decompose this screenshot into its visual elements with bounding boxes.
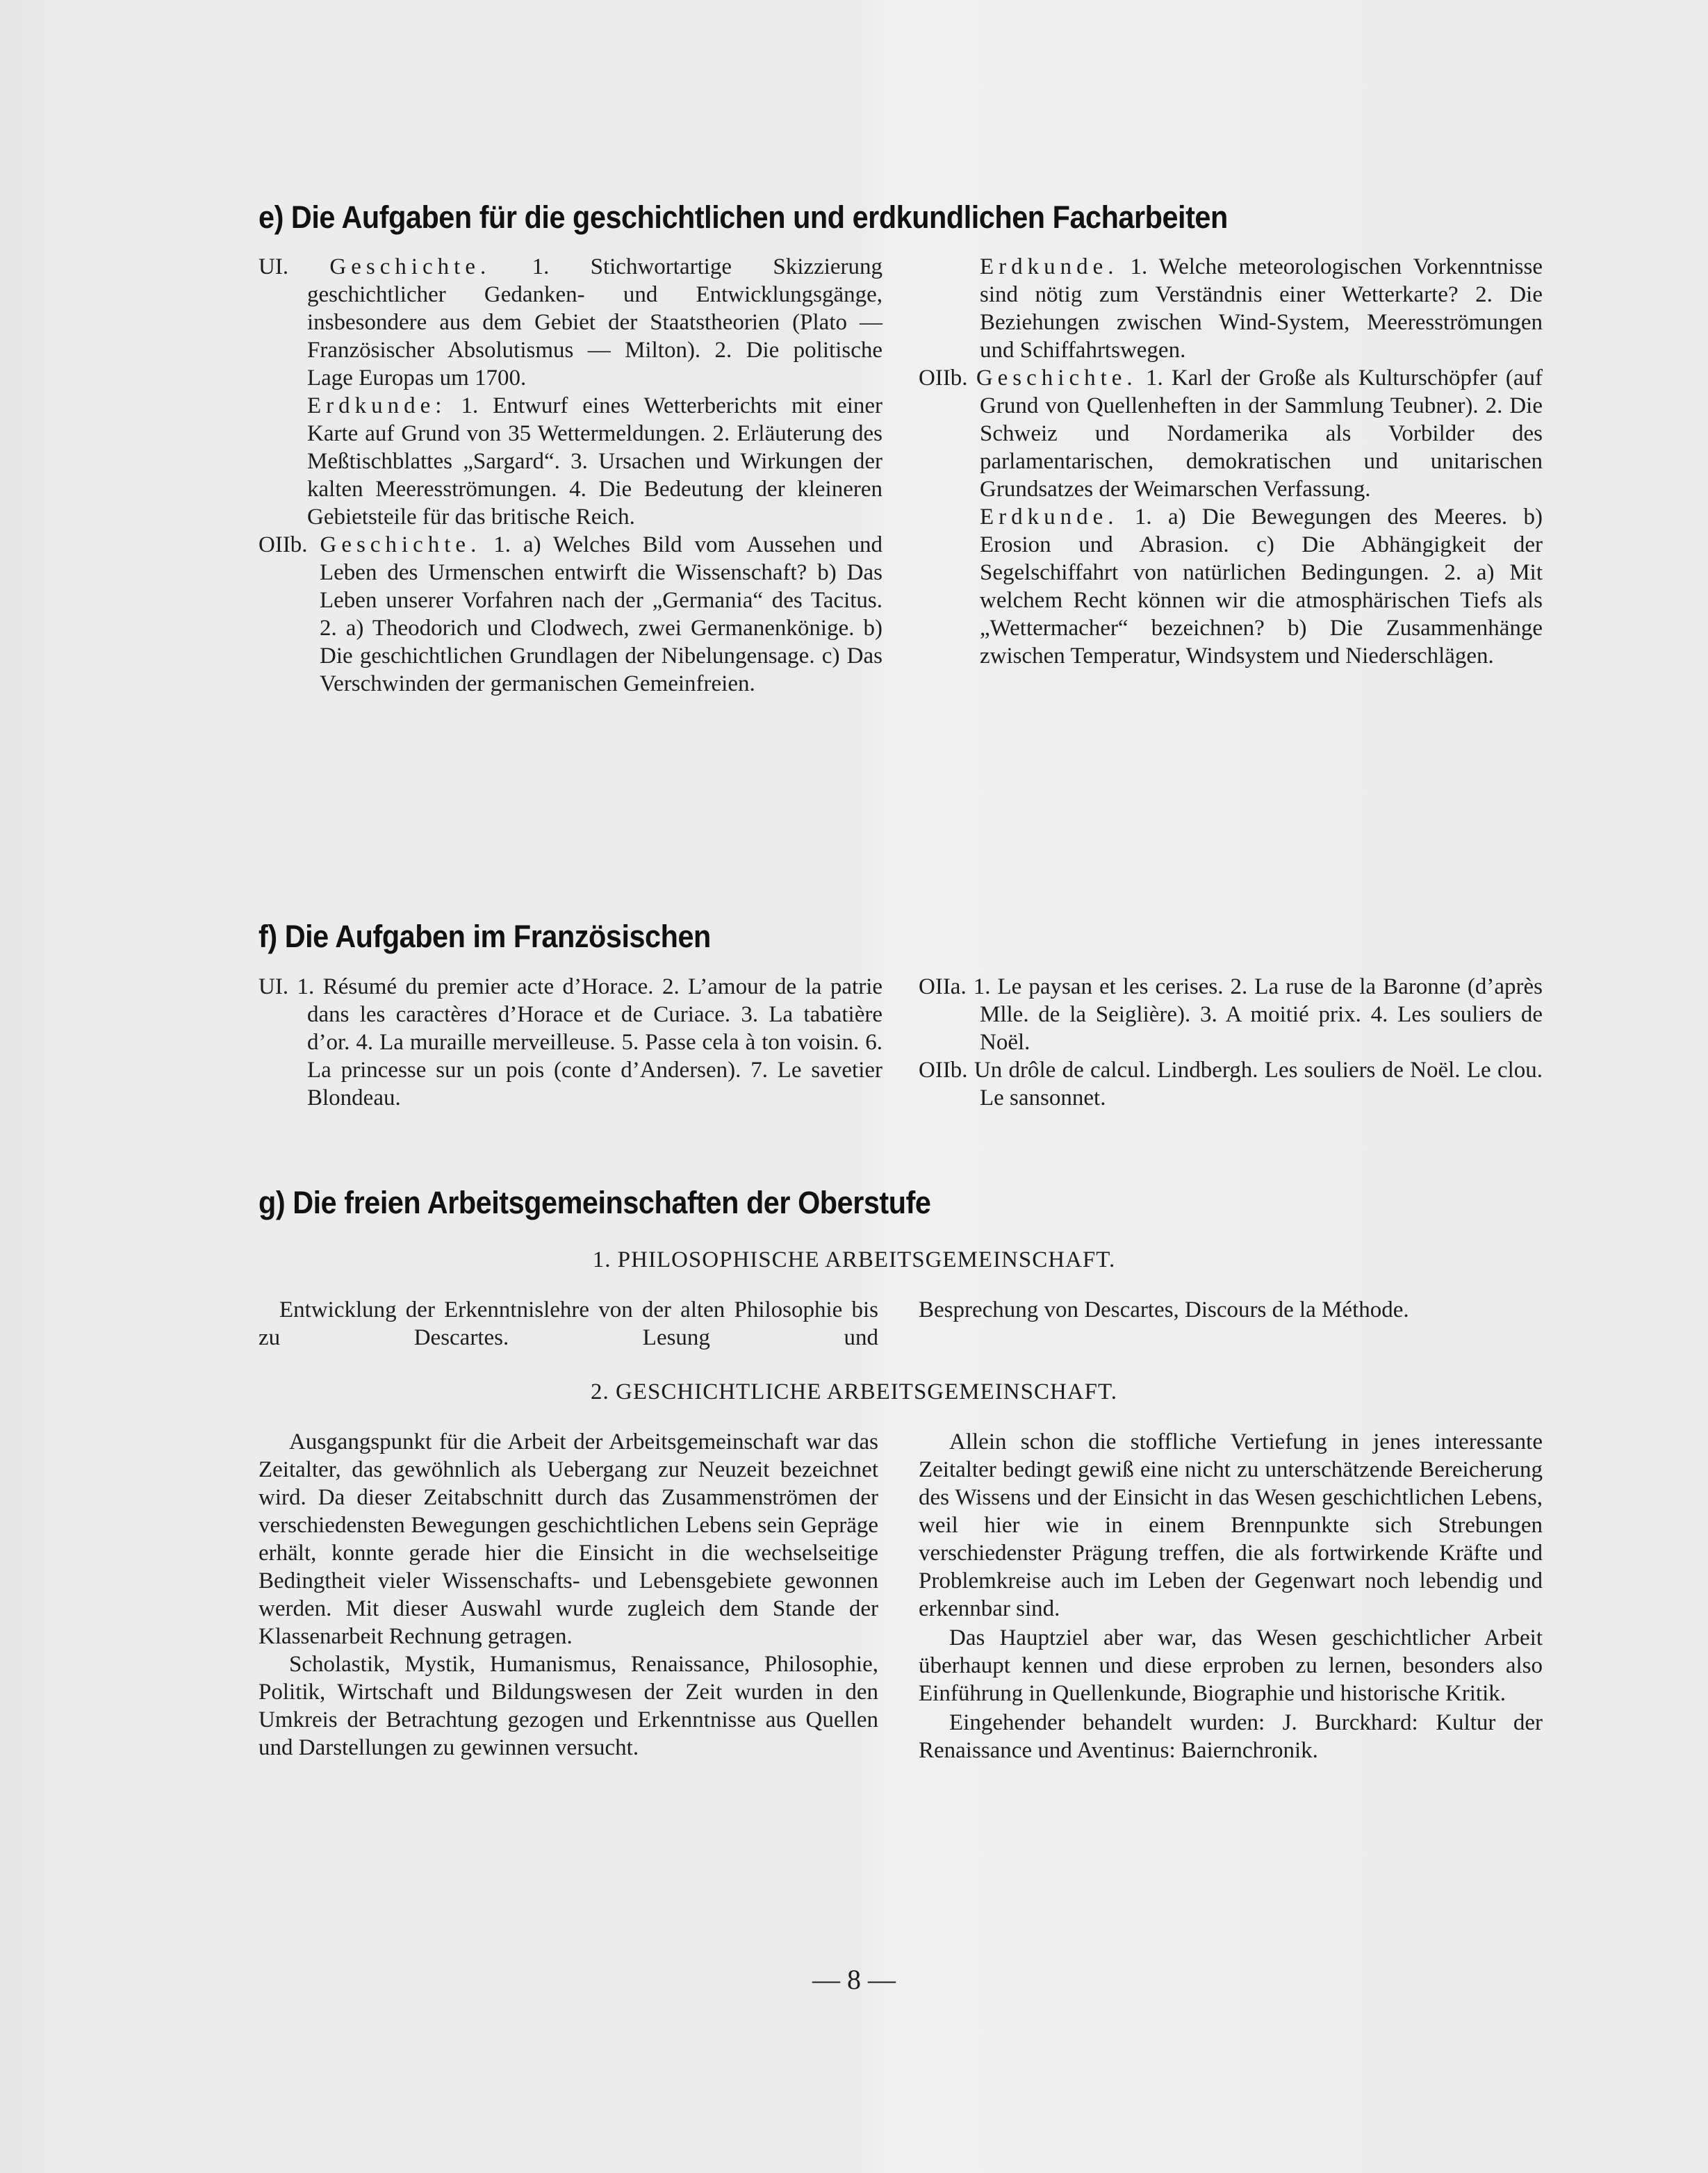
- section-e-right-column: [919, 253, 1543, 670]
- class-label: OIIb.: [919, 366, 968, 391]
- entry-text: 1. Welche meteorologischen Vorkenntnisse sind nötig zum Verständnis einer Wetterkarte? 2. Die Beziehungen zwischen Wind-System, Meeresströmungen und Schiffahrtswegen.: [980, 254, 1543, 363]
- history-right: [919, 1428, 1543, 1764]
- section-g-heading: g) Die freien Arbeitsgemeinschaften der Oberstufe: [258, 1185, 931, 1220]
- entry-erdkunde-continued: [919, 253, 1543, 364]
- entry-text: 1. Karl der Große als Kulturschöpfer (auf Grund von Quellenheften in der Sammlung Teubner). 2. Die Schweiz und Nordamerika als Vorbilder des parlamentarischen, demokratischen und unitarischen Grundsatzes der Weimarschen Verfassung.: [980, 366, 1543, 502]
- philosophy-left: [258, 1296, 878, 1352]
- subject-label: Geschichte.: [976, 366, 1138, 391]
- class-label: OIIa.: [919, 974, 967, 999]
- entry-oiib-history: [258, 531, 882, 698]
- philosophy-ag-title: 1. PHILOSOPHISCHE ARBEITSGEMEINSCHAFT.: [592, 1247, 1116, 1272]
- entry-text: 1. Résumé du premier acte d’Horace. 2. L’amour de la patrie dans les caractères d’Horace et de Curiace. 3. La tabatière d’or. 4. La muraille merveilleuse. 5. Passe cela à ton voisin. 6. La princesse sur un pois (conte d’Andersen). 7. Le savetier Blondeau.: [297, 974, 883, 1110]
- subject-label: Erdkunde.: [980, 254, 1119, 279]
- page-number: — 8 —: [812, 1964, 896, 1995]
- history-right-para-2: Das Hauptziel aber war, das Wesen geschichtlicher Arbeit überhaupt kennen und diese erproben zu lernen, besonders also Einführung in Quellenkunde, Biographie und historische Kritik.: [919, 1625, 1543, 1706]
- section-f-left-column: [258, 973, 882, 1112]
- history-left-para-1: Ausgangspunkt für die Arbeit der Arbeitsgemeinschaft war das Zeitalter, das gewöhnlich als Uebergang zur Neuzeit bezeichnet wird. Da dieser Zeitabschnitt durch das Zusammenströmen der verschiedensten Bewegungen geschichtlichen Lebens sein Gepräge erhält, konnte gerade hier die Einsicht in die wechselseitige Bedingtheit vieler Wissenschafts- und Lebensgebiete gewonnen werden. Mit dieser Auswahl wurde zugleich dem Stande der Klassenarbeit Rechnung getragen.: [258, 1429, 878, 1649]
- entry-ui-french: [258, 973, 882, 1112]
- history-left: [258, 1428, 878, 1762]
- section-e-heading: e) Die Aufgaben für die geschichtlichen und erdkundlichen Facharbeiten: [258, 199, 1228, 235]
- class-label: UI.: [258, 254, 289, 279]
- entry-ui-history: [258, 253, 882, 531]
- entry-oiib-french: [919, 1056, 1543, 1112]
- entry-text: 1. a) Die Bewegungen des Meeres. b) Erosion und Abrasion. c) Die Abhängigkeit der Segelschiffahrt von natürlichen Bedingungen. 2. a) Mit welchem Recht können wir die atmosphärischen Tiefs als „Wettermacher“ bezeichnen? b) Die Zusammenhänge zwischen Temperatur, Windsystem und Niederschlägen.: [980, 505, 1543, 669]
- subject-label: Geschichte.: [329, 254, 491, 279]
- section-f-right-column: [919, 973, 1543, 1112]
- section-f-heading: f) Die Aufgaben im Französischen: [258, 919, 711, 954]
- entry-oiia-french: [919, 973, 1543, 1056]
- class-label: UI.: [258, 974, 289, 999]
- philosophy-right: [919, 1296, 1543, 1324]
- entry-text: 1. Stichwortartige Skizzierung geschichtlicher Gedanken- und Entwicklungsgänge, insbesondere aus dem Gebiet der Staatstheorien (Plato — Französischer Absolutismus — Milton). 2. Die politische Lage Europas um 1700.: [307, 254, 882, 391]
- class-label: OIIb.: [258, 532, 308, 557]
- philosophy-left-text: Entwicklung der Erkenntnislehre von der alten Philosophie bis zu Descartes. Lesung und: [258, 1297, 878, 1350]
- history-right-para-3: Eingehender behandelt wurden: J. Burckhard: Kultur der Renaissance und Aventinus: Baiernchronik.: [919, 1710, 1543, 1763]
- subject-label: Erdkunde:: [307, 393, 447, 418]
- subject-label: Geschichte.: [320, 532, 482, 557]
- entry-text: 1. Le paysan et les cerises. 2. La ruse de la Baronne (d’après Mlle. de la Seiglière). 3. A moitié prix. 4. Les souliers de Noël.: [973, 974, 1543, 1055]
- philosophy-right-text: Besprechung von Descartes, Discours de la Méthode.: [919, 1297, 1409, 1322]
- class-label: OIIb.: [919, 1058, 968, 1083]
- entry-text: 1. a) Welches Bild vom Aussehen und Leben des Urmenschen entwirft die Wissenschaft? b) Das Leben unserer Vorfahren nach der „Germania“ des Tacitus. 2. a) Theodorich und Clodwech, zwei Germanenkönige. b) Die geschichtlichen Grundlagen der Nibelungensage. c) Das Verschwinden der germanischen Gemeinfreien.: [320, 532, 883, 696]
- entry-oiib-history-right: [919, 364, 1543, 670]
- history-ag-title: 2. GESCHICHTLICHE ARBEITSGEMEINSCHAFT.: [591, 1379, 1117, 1404]
- subject-label: Erdkunde.: [980, 505, 1119, 530]
- history-left-para-2: Scholastik, Mystik, Humanismus, Renaissance, Philosophie, Politik, Wirtschaft und Bildungswesen der Zeit wurden in den Umkreis der Betrachtung gezogen und Erkenntnisse aus Quellen und Darstellungen zu gewinnen versucht.: [258, 1652, 878, 1760]
- section-e-left-column: [258, 253, 882, 698]
- entry-text: 1. Entwurf eines Wetterberichts mit einer Karte auf Grund von 35 Wettermeldungen. 2. Erläuterung des Meßtischblattes „Sargard“. 3. Ursachen und Wirkungen der kalten Meeresströmungen. 4. Die Bedeutung der kleineren Gebietsteile für das britische Reich.: [307, 393, 883, 530]
- entry-text: Un drôle de calcul. Lindbergh. Les souliers de Noël. Le clou. Le sansonnet.: [974, 1058, 1543, 1110]
- history-right-para-1: Allein schon die stoffliche Vertiefung in jenes interessante Zeitalter bedingt gewiß eine nicht zu unterschätzende Bereicherung des Wissens und der Einsicht in das Wesen geschichtlichen Lebens, weil hier wie in einem Brennpunkte sich Strebungen verschiedenster Prägung treffen, die als fortwirkende Kräfte und Problemkreise auch im Leben der Gegenwart noch lebendig und erkennbar sind.: [919, 1429, 1543, 1621]
